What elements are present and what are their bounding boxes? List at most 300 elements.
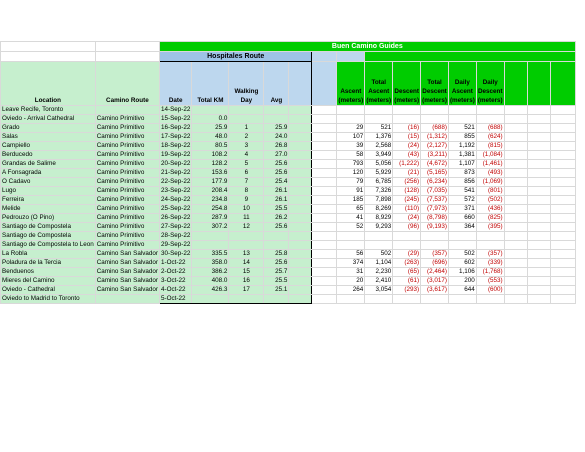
location-cell: Lugo [1, 187, 96, 196]
blank-cell [527, 241, 550, 250]
total-km-cell: 307.2 [192, 223, 229, 232]
walking-day-cell: 17 [229, 286, 264, 295]
avg-cell [264, 106, 289, 115]
route-cell: Camino Primitivo [95, 160, 159, 169]
table-row [1, 115, 576, 124]
blank-cell [550, 214, 575, 223]
total-ascent-cell: 7,898 [365, 196, 393, 205]
descent-cell [393, 232, 421, 241]
blank-cell [337, 52, 365, 62]
avg-cell: 26.2 [264, 214, 289, 223]
blank-cell [312, 124, 337, 133]
blank-cell [527, 178, 550, 187]
total-descent-cell [421, 241, 449, 250]
date-cell: 19-Sep-22 [161, 151, 191, 158]
total-ascent-cell: 8,929 [365, 214, 393, 223]
blank-cell [289, 124, 312, 133]
blank-cell [527, 286, 550, 295]
descent-cell: (1,222) [393, 160, 421, 169]
descent-cell: (43) [393, 151, 421, 160]
date-cell: 16-Sep-22 [161, 124, 191, 131]
total-km-cell: 177.9 [192, 178, 229, 187]
location-cell: Oviedo - Cathedral [1, 286, 96, 295]
location-cell: Campiello [1, 142, 96, 151]
header-total-ascent: Total Ascent (meters) [365, 62, 393, 106]
blank-cell [550, 124, 575, 133]
blank-cell [289, 223, 312, 232]
location-cell: Santiago de Compostela [1, 223, 96, 232]
total-km-cell: 80.5 [192, 142, 229, 151]
blank-cell [504, 205, 527, 214]
blank-cell [550, 241, 575, 250]
daily-ascent-cell: 856 [448, 178, 476, 187]
descent-cell: (96) [393, 223, 421, 232]
blank-cell [504, 286, 527, 295]
date-cell: 25-Sep-22 [161, 205, 191, 212]
descent-cell: (245) [393, 196, 421, 205]
blank-cell [289, 250, 312, 259]
route-cell: Camino Primitivo [95, 115, 159, 124]
daily-descent-cell [476, 232, 504, 241]
walking-day-cell: 15 [229, 268, 264, 277]
blank-cell [289, 205, 312, 214]
table-row [1, 286, 576, 295]
total-km-cell: 426.3 [192, 286, 229, 295]
blank-cell [550, 178, 575, 187]
blank-cell [504, 277, 527, 286]
header-camino-route: Camino Route [95, 62, 159, 106]
blank-cell [550, 268, 575, 277]
header-descent: Descent (meters) [393, 62, 421, 106]
avg-cell: 25.6 [264, 259, 289, 268]
daily-ascent-cell: 1,107 [448, 160, 476, 169]
header-ascent: Ascent (meters) [337, 62, 365, 106]
blank-cell [550, 286, 575, 295]
daily-descent-cell: (357) [476, 250, 504, 259]
table-row [1, 160, 576, 169]
total-ascent-cell: 5,056 [365, 160, 393, 169]
ascent-cell [337, 232, 365, 241]
table-row [1, 169, 576, 178]
daily-ascent-cell: 1,381 [448, 151, 476, 160]
location-cell: Leave Recife, Toronto [1, 106, 96, 115]
route-cell [95, 106, 159, 115]
descent-cell: (263) [393, 259, 421, 268]
blank-cell [550, 62, 575, 106]
walking-day-cell: 1 [229, 124, 264, 133]
ascent-cell: 120 [337, 169, 365, 178]
descent-cell: (21) [393, 169, 421, 178]
daily-ascent-cell: 521 [448, 124, 476, 133]
blank-cell [527, 259, 550, 268]
blank-cell [504, 133, 527, 142]
daily-descent-cell: (801) [476, 187, 504, 196]
walking-day-cell: 12 [229, 223, 264, 232]
total-km-cell: 128.2 [192, 160, 229, 169]
avg-cell: 25.4 [264, 178, 289, 187]
table-row [1, 124, 576, 133]
total-ascent-cell: 521 [365, 124, 393, 133]
date-cell: 14-Sep-22 [161, 106, 191, 113]
daily-descent-cell: (1,069) [476, 178, 504, 187]
route-cell: Camino Primitivo [95, 214, 159, 223]
walking-day-cell [229, 295, 264, 304]
blank-cell [550, 151, 575, 160]
total-km-cell [192, 232, 229, 241]
table-row [1, 241, 576, 250]
blank-cell [504, 232, 527, 241]
blank-cell [504, 142, 527, 151]
blank-cell [289, 142, 312, 151]
daily-ascent-cell: 200 [448, 277, 476, 286]
blank-cell [550, 169, 575, 178]
avg-cell: 25.5 [264, 277, 289, 286]
blank-cell [312, 214, 337, 223]
total-descent-cell: (2,464) [421, 268, 449, 277]
blank-cell [312, 160, 337, 169]
blank-cell [527, 160, 550, 169]
blank-cell [504, 151, 527, 160]
avg-cell: 25.6 [264, 169, 289, 178]
walking-day-cell [229, 232, 264, 241]
daily-descent-cell: (502) [476, 196, 504, 205]
date-cell: 26-Sep-22 [161, 214, 191, 221]
blank-cell [527, 115, 550, 124]
sheet-title: Buen Camino Guides [160, 42, 576, 52]
total-km-cell [192, 241, 229, 250]
walking-day-cell: 7 [229, 178, 264, 187]
blank-cell [550, 196, 575, 205]
total-km-cell: 208.4 [192, 187, 229, 196]
date-cell: 27-Sep-22 [161, 223, 191, 230]
total-descent-cell: (2,127) [421, 142, 449, 151]
walking-day-cell: 11 [229, 214, 264, 223]
location-cell: Benduenos [1, 268, 96, 277]
header-daily-ascent: Daily Ascent (meters) [448, 62, 476, 106]
blank-cell [504, 62, 527, 106]
date-cell: 21-Sep-22 [161, 169, 191, 176]
total-km-cell: 108.2 [192, 151, 229, 160]
date-cell: 29-Sep-22 [161, 241, 191, 248]
descent-cell: (128) [393, 187, 421, 196]
walking-day-cell: 3 [229, 142, 264, 151]
header-total-km: Total KM [192, 62, 229, 106]
total-descent-cell [421, 106, 449, 115]
date-cell: 15-Sep-22 [161, 115, 191, 122]
total-descent-cell: (9,193) [421, 223, 449, 232]
route-cell: Camino Primitivo [95, 178, 159, 187]
daily-ascent-cell [448, 115, 476, 124]
blank-cell [550, 223, 575, 232]
daily-descent-cell: (1,084) [476, 151, 504, 160]
blank-cell [312, 232, 337, 241]
table-row [1, 142, 576, 151]
daily-ascent-cell: 873 [448, 169, 476, 178]
avg-cell: 25.5 [264, 205, 289, 214]
blank-cell [550, 106, 575, 115]
daily-descent-cell: (553) [476, 277, 504, 286]
ascent-cell: 31 [337, 268, 365, 277]
blank-cell [289, 169, 312, 178]
date-cell: 1-Oct-22 [160, 259, 192, 268]
total-ascent-cell: 8,269 [365, 205, 393, 214]
date-cell: 30-Sep-22 [161, 250, 191, 257]
route-cell [95, 295, 159, 304]
total-descent-cell: (7,973) [421, 205, 449, 214]
ascent-cell [337, 241, 365, 250]
daily-descent-cell: (436) [476, 205, 504, 214]
ascent-cell: 52 [337, 223, 365, 232]
blank-cell [1, 52, 96, 62]
route-cell: Camino Primitivo [95, 151, 159, 160]
blank-cell [289, 133, 312, 142]
daily-descent-cell [476, 106, 504, 115]
blank-cell [289, 286, 312, 295]
route-cell: Camino Primitivo [95, 232, 159, 241]
blank-cell [504, 223, 527, 232]
daily-ascent-cell: 644 [448, 286, 476, 295]
spreadsheet [0, 41, 576, 304]
walking-day-cell: 2 [229, 133, 264, 142]
blank-cell [289, 295, 312, 304]
total-km-cell [192, 106, 229, 115]
location-cell: Santiago de Compostela to Leon [2, 241, 94, 248]
ascent-cell: 39 [337, 142, 365, 151]
blank-cell [550, 142, 575, 151]
blank-cell [527, 277, 550, 286]
ascent-cell: 185 [337, 196, 365, 205]
total-ascent-cell: 6,785 [365, 178, 393, 187]
avg-cell: 25.1 [264, 286, 289, 295]
blank-cell [504, 214, 527, 223]
ascent-cell: 374 [337, 259, 365, 268]
blank-cell [289, 232, 312, 241]
location-cell: Salas [1, 133, 96, 142]
blank-cell [95, 42, 159, 52]
date-cell: 2-Oct-22 [160, 268, 192, 277]
blank-cell [312, 250, 337, 259]
total-descent-cell: (1,312) [421, 133, 449, 142]
daily-ascent-cell [448, 232, 476, 241]
total-descent-cell [421, 295, 449, 304]
total-km-cell: 25.9 [192, 124, 229, 133]
date-cell: 22-Sep-22 [161, 178, 191, 185]
blank-cell [550, 115, 575, 124]
header-daily-descent: Daily Descent (meters) [476, 62, 504, 106]
daily-ascent-cell: 502 [448, 250, 476, 259]
date-cell: 17-Sep-22 [161, 133, 191, 140]
blank-cell [550, 160, 575, 169]
blank-cell [312, 151, 337, 160]
total-ascent-cell: 1,104 [365, 259, 393, 268]
blank-cell [527, 187, 550, 196]
blank-cell [527, 169, 550, 178]
location-cell: A Fonsagrada [1, 169, 96, 178]
ascent-cell [337, 295, 365, 304]
walking-day-cell: 4 [229, 151, 264, 160]
total-km-cell: 48.0 [192, 133, 229, 142]
blank-cell [312, 62, 337, 106]
blank-cell [312, 223, 337, 232]
daily-ascent-cell: 602 [448, 259, 476, 268]
total-descent-cell: (696) [421, 259, 449, 268]
walking-day-cell: 13 [229, 250, 264, 259]
descent-cell: (15) [393, 133, 421, 142]
total-ascent-cell [365, 232, 393, 241]
blank-cell [289, 115, 312, 124]
daily-descent-cell: (624) [476, 133, 504, 142]
blank-cell [312, 169, 337, 178]
total-ascent-cell: 9,293 [365, 223, 393, 232]
blank-cell [504, 196, 527, 205]
route-cell: Camino San Salvador [96, 268, 158, 275]
blank-cell [289, 268, 312, 277]
table-row [1, 295, 576, 304]
location-cell: O Cadavo [1, 178, 96, 187]
daily-ascent-cell [448, 241, 476, 250]
blank-cell [527, 214, 550, 223]
total-km-cell: 335.5 [192, 250, 229, 259]
date-cell: 18-Sep-22 [161, 142, 191, 149]
route-cell: Camino Primitivo [95, 169, 159, 178]
daily-ascent-cell: 572 [448, 196, 476, 205]
total-descent-cell: (3,017) [421, 277, 449, 286]
avg-cell [264, 241, 289, 250]
total-descent-cell: (7,035) [421, 187, 449, 196]
blank-cell [504, 250, 527, 259]
daily-descent-cell [476, 115, 504, 124]
descent-cell: (61) [393, 277, 421, 286]
descent-cell: (24) [393, 142, 421, 151]
descent-cell [393, 241, 421, 250]
date-cell: 3-Oct-22 [160, 277, 192, 286]
blank-cell [312, 259, 337, 268]
header-location: Location [1, 62, 96, 106]
date-cell: 24-Sep-22 [161, 196, 191, 203]
ascent-cell: 107 [337, 133, 365, 142]
total-descent-cell: (4,672) [421, 160, 449, 169]
table-row [1, 133, 576, 142]
walking-day-cell: 16 [229, 277, 264, 286]
total-descent-cell: (5,165) [421, 169, 449, 178]
total-ascent-cell: 1,376 [365, 133, 393, 142]
blank-cell [527, 268, 550, 277]
ascent-cell: 79 [337, 178, 365, 187]
route-cell: Camino San Salvador [96, 277, 158, 284]
blank-cell [312, 142, 337, 151]
blank-cell [527, 232, 550, 241]
total-descent-cell [421, 115, 449, 124]
blank-cell [289, 62, 312, 106]
blank-cell [289, 277, 312, 286]
total-km-cell: 386.2 [192, 268, 229, 277]
location-cell: Grandas de Salime [1, 160, 96, 169]
total-km-cell: 287.9 [192, 214, 229, 223]
total-km-cell [192, 295, 229, 304]
blank-cell [550, 187, 575, 196]
blank-cell [550, 259, 575, 268]
walking-day-cell: 9 [229, 196, 264, 205]
blank-cell [550, 232, 575, 241]
location-cell: Poladura de la Tercia [1, 259, 96, 268]
daily-descent-cell: (600) [476, 286, 504, 295]
total-descent-cell: (6,234) [421, 178, 449, 187]
header-avg: Avg [264, 62, 289, 106]
blank-cell [289, 187, 312, 196]
blank-cell [504, 124, 527, 133]
daily-descent-cell [476, 295, 504, 304]
daily-descent-cell: (1,461) [476, 160, 504, 169]
date-cell: 4-Oct-22 [160, 286, 192, 295]
table-row [1, 178, 576, 187]
daily-ascent-cell [448, 106, 476, 115]
avg-cell: 27.0 [264, 151, 289, 160]
blank-cell [504, 115, 527, 124]
blank-cell [312, 268, 337, 277]
ascent-cell: 58 [337, 151, 365, 160]
daily-descent-cell: (688) [476, 124, 504, 133]
blank-cell [504, 178, 527, 187]
date-cell: 5-Oct-22 [160, 295, 192, 304]
location-cell: Oviedo - Arrival Cathedral [1, 115, 96, 124]
date-cell: 28-Sep-22 [161, 232, 191, 239]
total-km-cell: 153.6 [192, 169, 229, 178]
daily-descent-cell: (493) [476, 169, 504, 178]
blank-cell [289, 259, 312, 268]
blank-cell [527, 295, 550, 304]
avg-cell: 25.8 [264, 250, 289, 259]
table-row [1, 214, 576, 223]
blank-cell [550, 295, 575, 304]
blank-cell [312, 187, 337, 196]
header-date: Date [160, 62, 192, 106]
descent-cell: (29) [393, 250, 421, 259]
blank-cell [312, 286, 337, 295]
avg-cell: 25.9 [264, 124, 289, 133]
blank-cell [504, 169, 527, 178]
blank-cell [527, 142, 550, 151]
table-row [1, 259, 576, 268]
daily-ascent-cell: 1,106 [448, 268, 476, 277]
avg-cell: 25.7 [264, 268, 289, 277]
route-cell: Camino Primitivo [95, 223, 159, 232]
table-row [1, 187, 576, 196]
daily-ascent-cell: 371 [448, 205, 476, 214]
location-cell: Grado [1, 124, 96, 133]
daily-descent-cell [476, 241, 504, 250]
route-title: Hospitales Route [160, 52, 312, 62]
route-cell: Camino Primitivo [95, 196, 159, 205]
descent-cell: (256) [393, 178, 421, 187]
walking-day-cell [229, 115, 264, 124]
daily-ascent-cell: 1,192 [448, 142, 476, 151]
blank-cell [312, 196, 337, 205]
blank-cell [312, 106, 337, 115]
blank-cell [527, 133, 550, 142]
blank-cell [504, 160, 527, 169]
ascent-cell: 65 [337, 205, 365, 214]
total-ascent-cell: 3,054 [365, 286, 393, 295]
location-cell: Oviedo to Madrid to Toronto [1, 295, 96, 304]
blank-cell [289, 106, 312, 115]
camino-table [0, 41, 576, 304]
descent-cell: (65) [393, 268, 421, 277]
blank-cell [312, 295, 337, 304]
walking-day-cell: 5 [229, 160, 264, 169]
table-row [1, 196, 576, 205]
blank-cell [312, 205, 337, 214]
avg-cell: 25.6 [264, 160, 289, 169]
